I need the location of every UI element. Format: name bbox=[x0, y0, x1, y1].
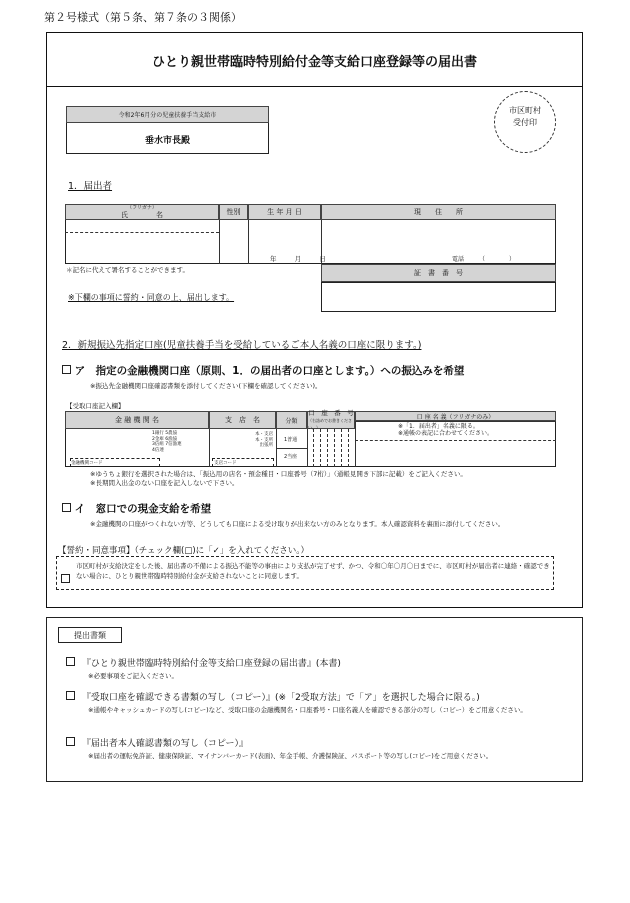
bank-type-3: 3信組 7信漁連 bbox=[152, 442, 182, 447]
digit-divider bbox=[320, 429, 321, 467]
account-header-cell bbox=[307, 408, 355, 430]
holder-header: 口 座 名 義（フリガナのみ） bbox=[355, 411, 556, 421]
month-label: 月 bbox=[294, 255, 302, 263]
address-header: 現 住 所 bbox=[321, 204, 556, 220]
bank-branch-divider bbox=[209, 429, 210, 467]
document-1-title: 『ひとり親世帯臨時特別給付金等支給口座登録の届出書』(本書) bbox=[81, 659, 341, 669]
day-label: 日 bbox=[319, 255, 326, 263]
branch-code-field[interactable] bbox=[212, 458, 274, 467]
signature-note: ＊記名に代えて署名することができます。 bbox=[66, 266, 189, 274]
birth-date-labels bbox=[270, 254, 326, 263]
pledge-title: 【誓約・同意事項】（チェック欄(□)に「✓」を入れてください。） bbox=[58, 546, 310, 556]
holder-dashed-line bbox=[355, 440, 556, 441]
section2-heading: 2．新規振込先指定口座(児童扶養手当を受給しているご本人名義の口座に限ります。) bbox=[62, 340, 422, 351]
bank-type-4: 4信連 bbox=[152, 447, 164, 453]
branch-type-2: 本・支所 bbox=[255, 437, 273, 443]
bank-code-field[interactable] bbox=[70, 458, 160, 467]
gender-header: 性別 bbox=[219, 204, 248, 220]
stamp-line1: 市区町村 bbox=[509, 106, 541, 115]
option-a-checkbox[interactable] bbox=[62, 365, 71, 374]
branch-header: 支 店 名 bbox=[209, 411, 276, 429]
document-2-note: ※通帳やキャッシュカードの写し(コピー)など、受取口座の金融機関名・口座番号・口座名義人を確認できる部分の写し（コピー）をご用意ください。 bbox=[88, 706, 527, 714]
option-b-note: ※金融機関の口座がつくれない方等、どうしても口座による受け取りが出来ない方のみとなります。本人確認資料を裏面に添付してください。 bbox=[90, 520, 505, 528]
agree-note: ※下欄の事項に誓約・同意の上、届出します。 bbox=[68, 293, 235, 302]
branch-type-3: 出張所 bbox=[259, 443, 273, 448]
type-header: 分類 bbox=[276, 411, 307, 429]
option-b-checkbox[interactable] bbox=[62, 503, 71, 512]
yucho-note-1: ※ゆうちょ銀行を選択された場合は、「振込用の店名・預金種目・口座番号（7桁）」（通帳見開き下部に記載）をご記入ください。 bbox=[90, 470, 467, 478]
holder-note-2: ※通帳の表記に合わせてください。 bbox=[398, 430, 494, 437]
document-2-checkbox[interactable] bbox=[66, 691, 75, 700]
branch-type-list bbox=[255, 432, 273, 449]
option-b-row[interactable] bbox=[62, 501, 211, 516]
option-a-note: ※振込先金融機関口座確認書類を添付してください(下欄を確認してください)。 bbox=[90, 382, 322, 390]
birth-header: 生 年 月 日 bbox=[248, 204, 321, 220]
cert-header: 証 書 番 号 bbox=[321, 264, 556, 282]
form-number: 第２号様式（第５条、第７条の３関係） bbox=[44, 11, 242, 24]
account-table-title: 【受取口座記入欄】 bbox=[66, 402, 125, 410]
yucho-notes bbox=[90, 470, 467, 488]
holder-header-line bbox=[355, 421, 556, 422]
branch-code-label: 支店コード bbox=[214, 461, 237, 466]
account-subheader: （右詰めでお書きください。） bbox=[308, 417, 352, 430]
form-title: ひとり親世帯臨時特別給付金等支給口座登録等の届出書 bbox=[151, 55, 477, 70]
digit-divider bbox=[348, 429, 349, 467]
type-account-divider bbox=[307, 429, 308, 467]
digit-divider bbox=[327, 429, 328, 467]
account-header: 口 座 番 号 bbox=[308, 408, 354, 417]
bank-type-list bbox=[152, 431, 182, 453]
bank-header: 金 融 機 関 名 bbox=[65, 411, 209, 429]
account-type-2: 2当座 bbox=[284, 454, 298, 460]
year-label: 年 bbox=[270, 255, 277, 263]
name-header-cell bbox=[65, 204, 219, 220]
document-3-title: 『届出者本人確認書類の写し（コピー）』 bbox=[81, 739, 249, 749]
stamp-line2: 受付印 bbox=[513, 118, 537, 127]
digit-divider bbox=[313, 429, 314, 467]
option-a-label: ア 指定の金融機関口座（原則、1．の届出者の口座とします。）への振込みを希望 bbox=[74, 365, 465, 377]
option-b-label: イ 窓口での現金支給を希望 bbox=[74, 503, 212, 515]
option-a-row[interactable] bbox=[62, 363, 464, 378]
holder-notes bbox=[398, 423, 493, 437]
bank-type-1: 1銀行 5農協 bbox=[152, 431, 178, 436]
furigana-label: （フリガナ） bbox=[127, 205, 157, 211]
document-1-note: ※必要事項をご記入ください。 bbox=[88, 672, 178, 680]
gender-divider bbox=[219, 220, 220, 264]
bank-code-label: 金融機関コード bbox=[71, 461, 103, 466]
branch-type-1: 本・支店 bbox=[255, 432, 273, 437]
bank-type-2: 2金庫 6漁協 bbox=[152, 436, 178, 442]
account-type-1: 1普通 bbox=[284, 437, 298, 443]
birth-divider bbox=[248, 220, 249, 264]
recipient-name: 垂水市長殿 bbox=[144, 136, 190, 146]
type-row-divider bbox=[276, 448, 307, 449]
pledge-text: 市区町村が支給決定をした後、届出書の不備による振込不能等の事由により支払が完了せず、かつ、令和〇年〇月〇日までに、市区町村が届出者に連絡・確認できない場合に、ひとり親世帯臨時特別給付金が支給されないことに同意します。 bbox=[76, 562, 550, 580]
account-holder-divider bbox=[355, 421, 356, 467]
document-2-title: 『受取口座を確認できる書類の写し（コピー）』(※「2受取方法」で「ア」を選択した場合に限る。) bbox=[81, 693, 480, 703]
document-1-checkbox[interactable] bbox=[66, 657, 75, 666]
document-item-2 bbox=[66, 690, 480, 703]
document-item-3 bbox=[66, 736, 248, 749]
furigana-dashed-line bbox=[65, 232, 219, 233]
document-3-note: ※届出者の運転免許証、健康保険証、マイナンバーカード(表面)、年金手帳、介護保険証、パスポート等の写し(コピー)をご用意ください。 bbox=[88, 752, 493, 760]
document-3-checkbox[interactable] bbox=[66, 737, 75, 746]
documents-header: 提出書類 bbox=[58, 627, 122, 643]
holder-note-1: ※「1．届出者」名義に限る。 bbox=[398, 423, 479, 430]
recipient-header: 令和2年6月分の児童扶養手当支給市 bbox=[66, 106, 269, 123]
yucho-note-2: ※長期間入出金のない口座を記入しないで下さい。 bbox=[90, 479, 239, 487]
section1-heading: 1．届出者 bbox=[68, 181, 113, 192]
cert-number-field[interactable] bbox=[321, 282, 556, 312]
pledge-checkbox[interactable] bbox=[61, 568, 70, 587]
name-header: 氏 名 bbox=[121, 211, 163, 219]
phone-label: 電話 （ ） bbox=[452, 256, 516, 263]
document-item-1 bbox=[66, 656, 341, 669]
digit-divider bbox=[341, 429, 342, 467]
reception-stamp bbox=[494, 91, 556, 153]
title-divider bbox=[46, 86, 583, 87]
digit-divider bbox=[334, 429, 335, 467]
